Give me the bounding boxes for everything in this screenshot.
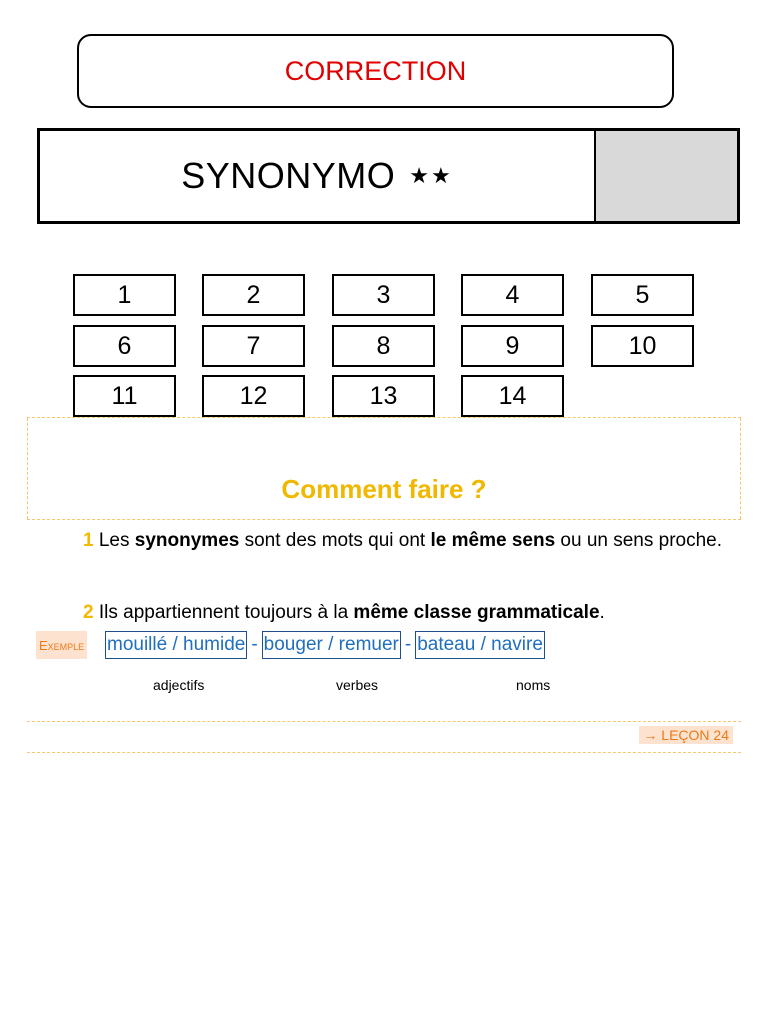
category-label: adjectifs bbox=[153, 677, 205, 693]
exercise-number: 1 bbox=[117, 280, 132, 309]
exercise-button-13[interactable] bbox=[332, 375, 435, 417]
example-separator: - bbox=[251, 634, 258, 655]
exercise-number: 11 bbox=[111, 381, 138, 410]
rule-2 bbox=[83, 597, 723, 629]
howto-title: Comment faire ? bbox=[281, 474, 487, 504]
example-pair: mouillé / humide bbox=[105, 631, 247, 659]
rule-keyword: synonymes bbox=[134, 530, 240, 551]
rule-text: . bbox=[599, 602, 605, 623]
rule-text: Les bbox=[93, 530, 135, 551]
exercise-button-4[interactable] bbox=[461, 274, 564, 316]
exercise-button-6[interactable] bbox=[73, 325, 176, 367]
exercise-button-14[interactable] bbox=[461, 375, 564, 417]
exercise-button-2[interactable] bbox=[202, 274, 305, 316]
rule-number: 2 bbox=[83, 602, 94, 623]
exercise-number: 5 bbox=[635, 280, 650, 309]
exercise-number: 9 bbox=[505, 331, 520, 360]
exercise-button-12[interactable] bbox=[202, 375, 305, 417]
exercise-number: 13 bbox=[369, 381, 398, 410]
exercise-number: 4 bbox=[505, 280, 520, 309]
rule-text: sont des mots qui ont bbox=[239, 530, 431, 551]
category-label: verbes bbox=[336, 677, 379, 693]
correction-label: CORRECTION bbox=[284, 55, 467, 86]
page-title: SYNONYMO bbox=[181, 155, 396, 196]
rule-keyword: même classe grammaticale bbox=[353, 602, 600, 623]
exercise-number: 10 bbox=[628, 331, 657, 360]
exercise-button-5[interactable] bbox=[591, 274, 694, 316]
example-pair: bateau / navire bbox=[415, 631, 545, 659]
category-label: noms bbox=[516, 677, 551, 693]
exercise-number: 6 bbox=[117, 331, 132, 360]
exercise-number: 7 bbox=[246, 331, 261, 360]
rule-keyword: le même sens bbox=[430, 530, 556, 551]
difficulty-stars: ★★ bbox=[409, 163, 453, 188]
rule-text: ou un sens proche. bbox=[555, 530, 723, 551]
exercise-button-11[interactable] bbox=[73, 375, 176, 417]
lesson-frame bbox=[27, 721, 741, 753]
exercise-button-1[interactable] bbox=[73, 274, 176, 316]
example-pair: bouger / remuer bbox=[262, 631, 401, 659]
rule-1 bbox=[83, 525, 723, 557]
exercise-number: 8 bbox=[376, 331, 391, 360]
example-separator: - bbox=[404, 634, 412, 655]
exercise-button-7[interactable] bbox=[202, 325, 305, 367]
exercise-button-8[interactable] bbox=[332, 325, 435, 367]
title-banner bbox=[37, 128, 740, 224]
example-tag: Exemple bbox=[36, 631, 87, 659]
exercise-button-9[interactable] bbox=[461, 325, 564, 367]
exercise-number: 3 bbox=[376, 280, 391, 309]
correction-banner bbox=[77, 34, 674, 108]
example-row bbox=[105, 631, 545, 659]
exercise-number: 12 bbox=[239, 381, 268, 410]
rule-text: Ils appartiennent toujours à la bbox=[93, 602, 354, 623]
rule-number: 1 bbox=[83, 530, 94, 551]
lesson-link[interactable]: → LEÇON 24 bbox=[639, 726, 733, 744]
exercise-button-10[interactable] bbox=[591, 325, 694, 367]
exercise-button-3[interactable] bbox=[332, 274, 435, 316]
exercise-number: 14 bbox=[498, 381, 527, 410]
title-side-panel bbox=[596, 131, 737, 221]
title-main bbox=[40, 131, 596, 221]
exercise-number: 2 bbox=[246, 280, 261, 309]
